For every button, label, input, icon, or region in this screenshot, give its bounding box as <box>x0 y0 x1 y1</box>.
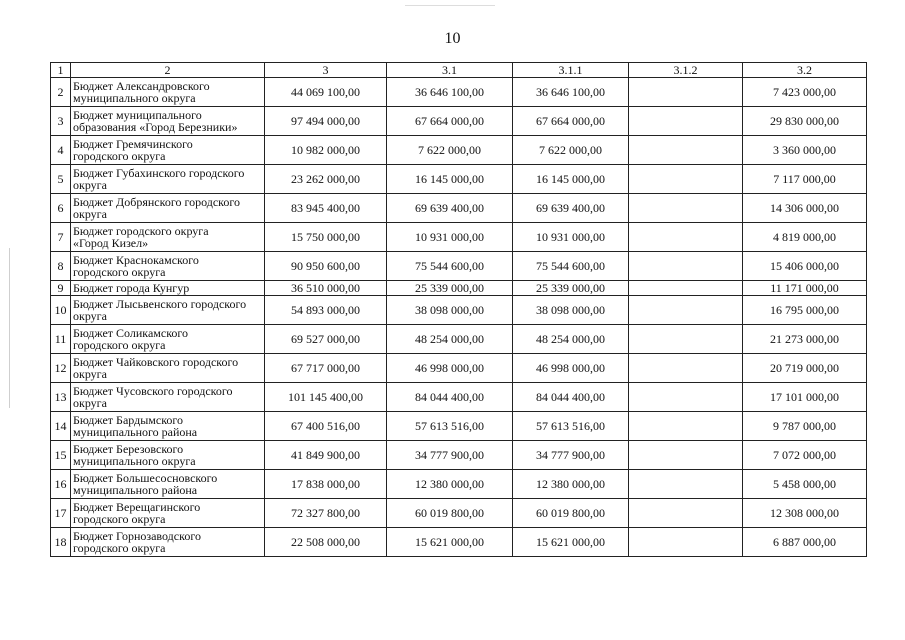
total-amount: 10 982 000,00 <box>265 136 387 165</box>
budget-name: Бюджет Краснокамского городского округа <box>71 252 265 281</box>
amount-3-1: 34 777 900,00 <box>387 441 513 470</box>
amount-3-1-2 <box>629 499 743 528</box>
page-number: 10 <box>444 30 461 47</box>
table-row <box>51 528 867 557</box>
amount-3-1-2 <box>629 281 743 296</box>
amount-3-1-2 <box>629 325 743 354</box>
table-row <box>51 78 867 107</box>
budget-name: Бюджет городского округа «Город Кизел» <box>71 223 265 252</box>
row-number: 10 <box>51 296 71 325</box>
amount-3-1-1: 34 777 900,00 <box>513 441 629 470</box>
amount-3-1: 57 613 516,00 <box>387 412 513 441</box>
amount-3-1-1: 69 639 400,00 <box>513 194 629 223</box>
budget-name: Бюджет Большесосновского муниципального района <box>71 470 265 499</box>
amount-3-1-1: 10 931 000,00 <box>513 223 629 252</box>
amount-3-1: 60 019 800,00 <box>387 499 513 528</box>
row-number: 14 <box>51 412 71 441</box>
budget-name: Бюджет Лысьвенского городского округа <box>71 296 265 325</box>
budget-name: Бюджет города Кунгур <box>71 281 265 296</box>
budget-name: Бюджет муниципального образования «Город Березники» <box>71 107 265 136</box>
table-row <box>51 354 867 383</box>
amount-3-2: 5 458 000,00 <box>743 470 867 499</box>
budget-name: Бюджет Верещагинского городского округа <box>71 499 265 528</box>
amount-3-2: 21 273 000,00 <box>743 325 867 354</box>
column-header-3-1-1: 3.1.1 <box>513 63 629 78</box>
column-header-3-2: 3.2 <box>743 63 867 78</box>
amount-3-1: 69 639 400,00 <box>387 194 513 223</box>
amount-3-1: 10 931 000,00 <box>387 223 513 252</box>
amount-3-1: 38 098 000,00 <box>387 296 513 325</box>
amount-3-1-2 <box>629 528 743 557</box>
amount-3-1-1: 48 254 000,00 <box>513 325 629 354</box>
budget-name: Бюджет Горнозаводского городского округа <box>71 528 265 557</box>
row-number: 3 <box>51 107 71 136</box>
amount-3-1: 48 254 000,00 <box>387 325 513 354</box>
table-row <box>51 107 867 136</box>
table-header-row <box>51 63 867 78</box>
total-amount: 54 893 000,00 <box>265 296 387 325</box>
total-amount: 83 945 400,00 <box>265 194 387 223</box>
amount-3-1-2 <box>629 296 743 325</box>
row-number: 4 <box>51 136 71 165</box>
amount-3-1-1: 36 646 100,00 <box>513 78 629 107</box>
amount-3-1-1: 38 098 000,00 <box>513 296 629 325</box>
row-number: 16 <box>51 470 71 499</box>
column-header-3: 3 <box>265 63 387 78</box>
amount-3-1: 15 621 000,00 <box>387 528 513 557</box>
amount-3-1-1: 16 145 000,00 <box>513 165 629 194</box>
amount-3-1-2 <box>629 165 743 194</box>
table-row <box>51 383 867 412</box>
table-row <box>51 296 867 325</box>
scan-edge-mark-top <box>405 5 495 6</box>
amount-3-1: 36 646 100,00 <box>387 78 513 107</box>
row-number: 17 <box>51 499 71 528</box>
row-number: 8 <box>51 252 71 281</box>
row-number: 15 <box>51 441 71 470</box>
table-row <box>51 223 867 252</box>
amount-3-2: 4 819 000,00 <box>743 223 867 252</box>
amount-3-2: 7 117 000,00 <box>743 165 867 194</box>
total-amount: 22 508 000,00 <box>265 528 387 557</box>
amount-3-1-2 <box>629 136 743 165</box>
budget-name: Бюджет Александровского муниципального округа <box>71 78 265 107</box>
total-amount: 67 400 516,00 <box>265 412 387 441</box>
row-number: 11 <box>51 325 71 354</box>
amount-3-1: 12 380 000,00 <box>387 470 513 499</box>
amount-3-1-1: 67 664 000,00 <box>513 107 629 136</box>
row-number: 7 <box>51 223 71 252</box>
amount-3-1-2 <box>629 194 743 223</box>
amount-3-2: 6 887 000,00 <box>743 528 867 557</box>
amount-3-1-2 <box>629 441 743 470</box>
total-amount: 15 750 000,00 <box>265 223 387 252</box>
amount-3-1-1: 7 622 000,00 <box>513 136 629 165</box>
budget-name: Бюджет Губахинского городского округа <box>71 165 265 194</box>
amount-3-2: 9 787 000,00 <box>743 412 867 441</box>
amount-3-1-1: 25 339 000,00 <box>513 281 629 296</box>
budget-name: Бюджет Бардымского муниципального района <box>71 412 265 441</box>
total-amount: 67 717 000,00 <box>265 354 387 383</box>
total-amount: 41 849 900,00 <box>265 441 387 470</box>
amount-3-1-1: 46 998 000,00 <box>513 354 629 383</box>
column-header-2: 2 <box>71 63 265 78</box>
row-number: 9 <box>51 281 71 296</box>
amount-3-1-1: 12 380 000,00 <box>513 470 629 499</box>
budget-name: Бюджет Чайковского городского округа <box>71 354 265 383</box>
total-amount: 90 950 600,00 <box>265 252 387 281</box>
amount-3-2: 3 360 000,00 <box>743 136 867 165</box>
table-row <box>51 325 867 354</box>
amount-3-2: 12 308 000,00 <box>743 499 867 528</box>
row-number: 5 <box>51 165 71 194</box>
amount-3-2: 20 719 000,00 <box>743 354 867 383</box>
amount-3-1-2 <box>629 383 743 412</box>
table-row <box>51 499 867 528</box>
row-number: 18 <box>51 528 71 557</box>
amount-3-1-2 <box>629 107 743 136</box>
row-number: 12 <box>51 354 71 383</box>
amount-3-2: 17 101 000,00 <box>743 383 867 412</box>
amount-3-2: 7 072 000,00 <box>743 441 867 470</box>
amount-3-1-2 <box>629 470 743 499</box>
column-header-3-1-2: 3.1.2 <box>629 63 743 78</box>
scan-edge-mark-left <box>9 248 10 408</box>
row-number: 2 <box>51 78 71 107</box>
total-amount: 69 527 000,00 <box>265 325 387 354</box>
amount-3-2: 16 795 000,00 <box>743 296 867 325</box>
amount-3-1: 67 664 000,00 <box>387 107 513 136</box>
amount-3-1-1: 15 621 000,00 <box>513 528 629 557</box>
amount-3-1-2 <box>629 78 743 107</box>
budget-allocation-table <box>50 62 867 557</box>
budget-name: Бюджет Добрянского городского округа <box>71 194 265 223</box>
total-amount: 36 510 000,00 <box>265 281 387 296</box>
amount-3-1-2 <box>629 412 743 441</box>
amount-3-2: 14 306 000,00 <box>743 194 867 223</box>
budget-name: Бюджет Гремячинского городского округа <box>71 136 265 165</box>
total-amount: 97 494 000,00 <box>265 107 387 136</box>
table-row <box>51 165 867 194</box>
table-body <box>51 78 867 557</box>
amount-3-1-1: 75 544 600,00 <box>513 252 629 281</box>
amount-3-1: 46 998 000,00 <box>387 354 513 383</box>
total-amount: 17 838 000,00 <box>265 470 387 499</box>
amount-3-1: 84 044 400,00 <box>387 383 513 412</box>
table-row <box>51 252 867 281</box>
amount-3-1-2 <box>629 354 743 383</box>
row-number: 13 <box>51 383 71 412</box>
amount-3-2: 29 830 000,00 <box>743 107 867 136</box>
total-amount: 101 145 400,00 <box>265 383 387 412</box>
budget-name: Бюджет Березовского муниципального округа <box>71 441 265 470</box>
amount-3-1-1: 57 613 516,00 <box>513 412 629 441</box>
amount-3-2: 15 406 000,00 <box>743 252 867 281</box>
amount-3-1-2 <box>629 223 743 252</box>
amount-3-1-2 <box>629 252 743 281</box>
table-row <box>51 194 867 223</box>
table-row <box>51 281 867 296</box>
amount-3-1: 7 622 000,00 <box>387 136 513 165</box>
amount-3-1: 16 145 000,00 <box>387 165 513 194</box>
column-header-3-1: 3.1 <box>387 63 513 78</box>
budget-name: Бюджет Соликамского городского округа <box>71 325 265 354</box>
total-amount: 23 262 000,00 <box>265 165 387 194</box>
table-row <box>51 136 867 165</box>
table-row <box>51 441 867 470</box>
amount-3-2: 7 423 000,00 <box>743 78 867 107</box>
amount-3-2: 11 171 000,00 <box>743 281 867 296</box>
amount-3-1-1: 60 019 800,00 <box>513 499 629 528</box>
total-amount: 72 327 800,00 <box>265 499 387 528</box>
total-amount: 44 069 100,00 <box>265 78 387 107</box>
table-row <box>51 412 867 441</box>
budget-name: Бюджет Чусовского городского округа <box>71 383 265 412</box>
column-header-1: 1 <box>51 63 71 78</box>
row-number: 6 <box>51 194 71 223</box>
amount-3-1: 75 544 600,00 <box>387 252 513 281</box>
table-row <box>51 470 867 499</box>
amount-3-1-1: 84 044 400,00 <box>513 383 629 412</box>
amount-3-1: 25 339 000,00 <box>387 281 513 296</box>
